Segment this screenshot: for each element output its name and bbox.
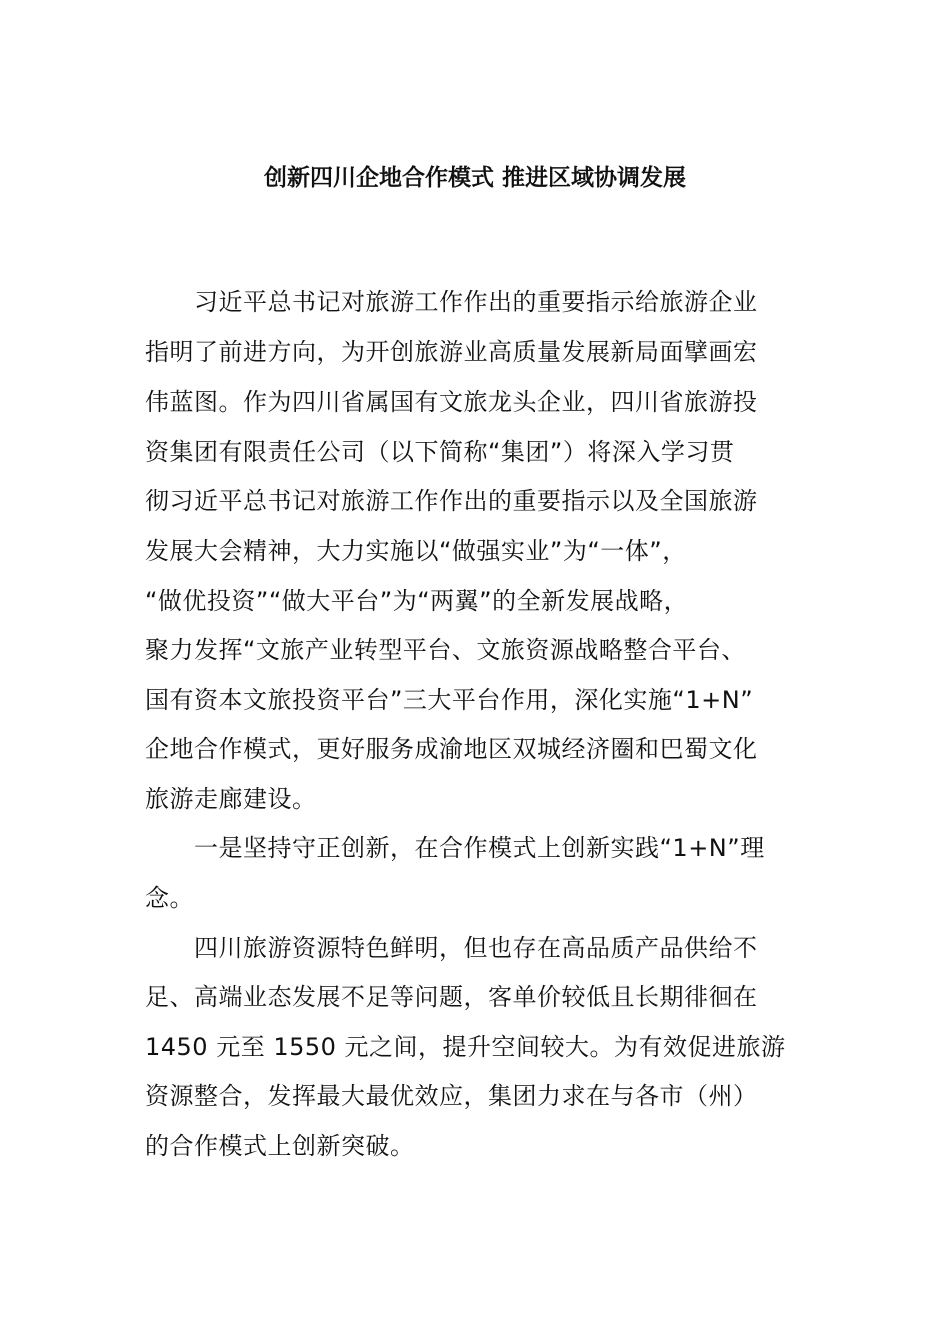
text-line: 念。: [145, 884, 194, 912]
text-line: 习近平总书记对旅游工作作出的重要指示给旅游企业: [145, 288, 758, 316]
text-line: 聚力发挥“文旅产业转型平台、文旅资源战略整合平台、: [145, 636, 746, 664]
text-line: 发展大会精神，大力实施以“做强实业”为“一体”，: [145, 537, 687, 565]
text-line: 彻习近平总书记对旅游工作作出的重要指示以及全国旅游: [145, 487, 758, 515]
text-line: 1450 元至 1550 元之间，提升空间较大。为有效促进旅游: [145, 1033, 786, 1061]
text-line: 旅游走廊建设。: [145, 785, 317, 813]
text-line: 足、高端业态发展不足等问题，客单价较低且长期徘徊在: [145, 983, 758, 1011]
text-line: 资集团有限责任公司（以下简称“集团”）将深入学习贯: [145, 438, 735, 466]
text-line: 国有资本文旅投资平台”三大平台作用，深化实施“1+N”: [145, 686, 754, 714]
text-line: 四川旅游资源特色鲜明，但也存在高品质产品供给不: [145, 934, 758, 962]
text-line: 一是坚持守正创新，在合作模式上创新实践“1+N”理: [145, 834, 765, 862]
text-line: “做优投资”“做大平台”为“两翼”的全新发展战略，: [145, 587, 689, 615]
document-title: 创新四川企地合作模式 推进区域协调发展: [263, 165, 686, 191]
text-line: 伟蓝图。作为四川省属国有文旅龙头企业，四川省旅游投: [145, 388, 758, 416]
text-line: 资源整合，发挥最大最优效应，集团力求在与各市（州）: [145, 1082, 758, 1110]
text-line: 的合作模式上创新突破。: [145, 1132, 415, 1160]
text-line: 指明了前进方向，为开创旅游业高质量发展新局面擘画宏: [145, 338, 758, 366]
text-line: 企地合作模式，更好服务成渝地区双城经济圈和巴蜀文化: [145, 735, 758, 763]
